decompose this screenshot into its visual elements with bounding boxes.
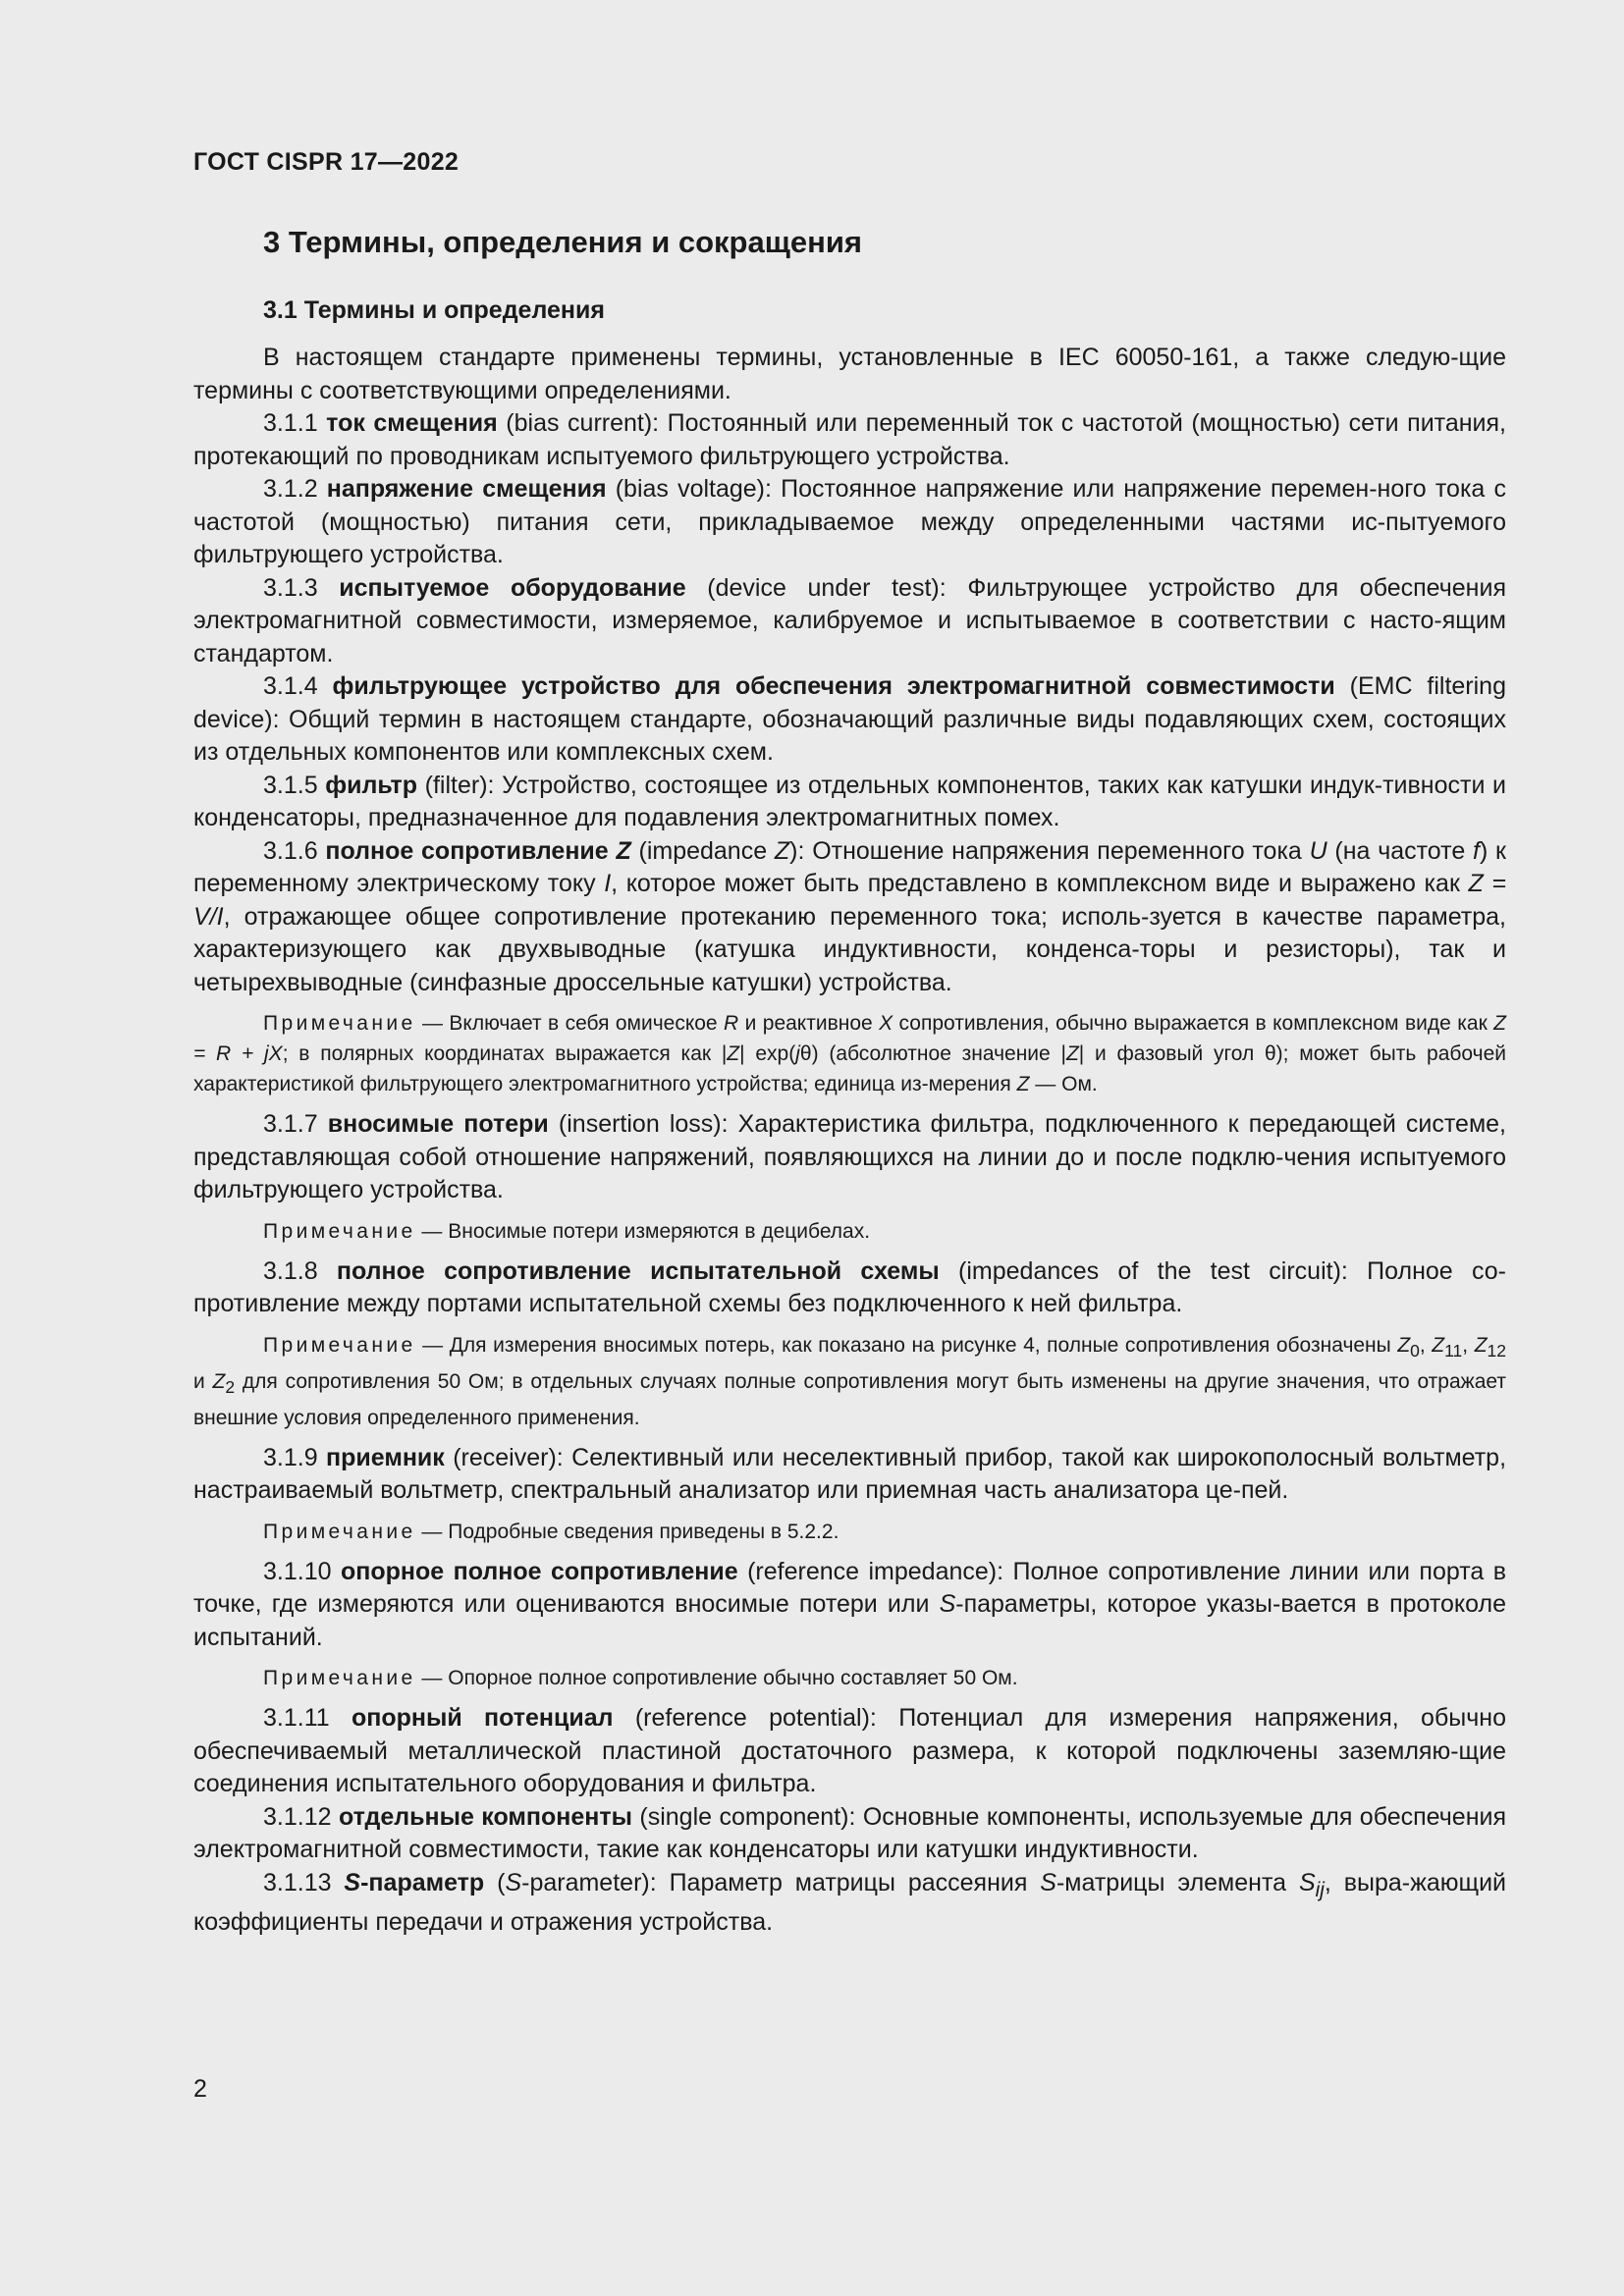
note-text: — Вносимые потери измеряются в децибелах. <box>415 1219 871 1243</box>
note-text: ; в полярных координатах выражается как | <box>282 1042 728 1065</box>
note-3-1-10 <box>193 1663 1506 1693</box>
term-definition: , выра-жающий коэффициенты передачи и отражения устройства. <box>193 1868 1506 1937</box>
symbol-u: U <box>1309 836 1327 865</box>
formula: Z = R + jX <box>193 1012 1506 1065</box>
subsection-title: 3.1 Термины и определения <box>263 296 605 324</box>
term-symbol: S <box>344 1868 361 1896</box>
term-definition: Фильтрующее устройство для обеспечения электромагнитной совместимости, измеряемое, калибруемое и испытываемое в соответствии с насто-ящим стандартом. <box>193 573 1506 667</box>
term-name: вносимые потери <box>327 1110 549 1138</box>
term-name <box>344 1869 484 1896</box>
term-english: (reference impedance): <box>737 1557 1013 1585</box>
note-text: — Ом. <box>1029 1073 1098 1095</box>
symbol-i: I <box>604 870 612 897</box>
term-3-1-6 <box>193 835 1506 1000</box>
intro-paragraph: В настоящем стандарте применены термины, установленные в IEC 60050-161, а также следую-щие термины с соответствующими определениями. <box>193 344 1506 404</box>
note-label: Примечание <box>263 1333 416 1357</box>
term-number: 3.1.8 <box>263 1256 337 1285</box>
term-3-1-1 <box>193 407 1506 473</box>
term-number: 3.1.10 <box>263 1557 341 1585</box>
term-number: 3.1.11 <box>263 1704 352 1733</box>
term-english-end: -parameter): <box>521 1868 670 1896</box>
symbol-f: f <box>1472 836 1480 865</box>
term-number: 3.1.1 <box>263 409 327 437</box>
symbol-s: S <box>1298 1868 1316 1896</box>
term-english: (bias current): <box>497 409 668 437</box>
note-label: Примечание <box>263 1520 416 1543</box>
term-3-1-2 <box>193 473 1506 572</box>
term-english: (insertion loss): <box>548 1110 738 1138</box>
term-name: опорное полное сопротивление <box>340 1557 738 1585</box>
term-number: 3.1.13 <box>263 1868 345 1896</box>
note-label: Примечание <box>263 1667 416 1690</box>
note-3-1-8 <box>193 1330 1506 1433</box>
term-name: испытуемое оборудование <box>339 573 686 602</box>
symbol-s: S <box>939 1590 956 1619</box>
term-english: (receiver): <box>444 1443 572 1471</box>
term-3-1-7 <box>193 1108 1506 1207</box>
term-definition: Постоянное напряжение или напряжение перемен-ного тока с частотой (мощностью) питания сети, прикладываемое между определенными частями ис-пытуемого фильтрующего устройства. <box>193 475 1506 568</box>
note-text: для сопротивления 50 Ом; в отдельных случаях полные сопротивления могут быть изменены на другие значения, что отражает внешние условия определенного применения. <box>193 1369 1506 1429</box>
term-3-1-12 <box>193 1801 1506 1867</box>
subscript: 11 <box>1444 1340 1463 1361</box>
note-3-1-6 <box>193 1008 1506 1099</box>
term-definition: Общий термин в настоящем стандарте, обозначающий различные виды подавляющих схем, состоящих из отдельных компонентов или комплексных схем. <box>193 705 1506 766</box>
term-name-text: полное сопротивление <box>325 836 617 865</box>
symbol-j: j <box>795 1042 800 1065</box>
symbol-z: Z <box>1432 1333 1445 1357</box>
term-name: ток смещения <box>326 409 498 437</box>
section-title: 3 Термины, определения и сокращения <box>263 225 862 259</box>
separator: , <box>1419 1333 1433 1357</box>
symbol-z: Z <box>1397 1333 1411 1357</box>
term-english-symbol: S <box>505 1868 522 1896</box>
symbol-s: S <box>1040 1868 1056 1896</box>
term-english-symbol: Z <box>774 836 790 865</box>
body-text <box>193 342 1506 1940</box>
term-definition: , которое может быть представлено в комплексном виде и выражено как <box>611 870 1469 897</box>
note-3-1-9 <box>193 1517 1506 1547</box>
note-label: Примечание <box>263 1219 416 1243</box>
term-number: 3.1.9 <box>263 1443 327 1471</box>
term-number: 3.1.6 <box>263 836 326 865</box>
symbol-z: Z <box>1016 1073 1030 1095</box>
term-definition: -матрицы элемента <box>1056 1868 1299 1896</box>
term-name <box>325 837 630 865</box>
term-definition: Параметр матрицы рассеяния <box>669 1868 1041 1896</box>
term-english: ( <box>484 1868 506 1896</box>
symbol-r: R <box>724 1012 739 1035</box>
symbol-z: Z <box>727 1042 740 1065</box>
term-3-1-11 <box>193 1702 1506 1801</box>
note-text: — Подробные сведения приведены в 5.2.2. <box>415 1520 839 1543</box>
term-3-1-8 <box>193 1255 1506 1321</box>
term-number: 3.1.7 <box>263 1110 328 1138</box>
term-english: (impedance <box>630 836 775 865</box>
note-text: θ) (абсолютное значение | <box>799 1042 1066 1065</box>
term-3-1-4 <box>193 670 1506 770</box>
term-definition: Основные компоненты, используемые для обеспечения электромагнитной совместимости, такие как конденсаторы или катушки индуктивности. <box>193 1802 1506 1864</box>
page-number: 2 <box>193 2075 207 2103</box>
term-name: полное сопротивление испытательной схемы <box>336 1256 940 1285</box>
term-name: приемник <box>326 1443 445 1471</box>
symbol-z: Z <box>212 1369 226 1393</box>
term-3-1-9 <box>193 1442 1506 1508</box>
term-3-1-13 <box>193 1867 1506 1940</box>
term-name: опорный потенциал <box>351 1704 614 1733</box>
term-definition: Селективный или неселективный прибор, такой как широкополосный вольтметр, настраиваемый вольтметр, спектральный анализатор или приемная часть анализатора це-пей. <box>193 1443 1507 1505</box>
note-text: и реактивное <box>738 1012 880 1035</box>
separator: , <box>1462 1333 1475 1357</box>
term-english: (impedances of the test circuit): <box>939 1256 1368 1285</box>
term-number: 3.1.4 <box>263 672 333 700</box>
symbol-x: X <box>879 1012 893 1035</box>
formula: Z = V/I <box>193 870 1506 931</box>
term-3-1-3 <box>193 572 1506 671</box>
term-name: фильтр <box>325 771 418 799</box>
term-3-1-5 <box>193 770 1506 835</box>
term-english: (filter): <box>417 771 503 799</box>
term-english: (reference potential): <box>613 1704 899 1733</box>
term-english: (EMC filtering device): <box>193 672 1506 733</box>
note-label: Примечание <box>263 1012 416 1035</box>
term-english: (device under test): <box>685 573 968 602</box>
term-definition: , отражающее общее сопротивление протеканию переменного тока; исполь-зуется в качестве параметра, характеризующего как двухвыводные (катушка индуктивности, конденса-торы и резисторы), так и четырехвыводные (синфазные дроссельные катушки) устройства. <box>193 902 1506 996</box>
term-definition: (на частоте <box>1326 836 1473 865</box>
note-text: | и фазовый угол θ); может быть рабочей характеристикой фильтрующего электромагнитного устройства; единица из-мерения <box>193 1042 1506 1095</box>
term-number: 3.1.12 <box>263 1802 339 1831</box>
document-header: ГОСТ CISPR 17—2022 <box>193 148 460 176</box>
subscript: 12 <box>1487 1340 1506 1361</box>
note-text: | exp( <box>739 1042 796 1065</box>
term-definition: Потенциал для измерения напряжения, обычно обеспечиваемый металлической пластиной достаточного размера, к которой подключены заземляю-щие соединения испытательного оборудования и фильтра. <box>193 1704 1506 1798</box>
symbol-z: Z <box>1474 1333 1488 1357</box>
term-english-end: ): <box>789 836 813 865</box>
note-text: — Опорное полное сопротивление обычно составляет 50 Ом. <box>415 1667 1018 1690</box>
subscript: ij <box>1315 1878 1325 1901</box>
note-text: — Включает в себя омическое <box>415 1012 725 1035</box>
term-definition: Устройство, состоящее из отдельных компонентов, таких как катушки индук-тивности и конденсаторы, предназначенное для подавления электромагнитных помех. <box>193 771 1506 831</box>
symbol-z: Z <box>1065 1042 1079 1065</box>
term-name: отдельные компоненты <box>338 1802 632 1831</box>
subscript: 0 <box>1410 1340 1420 1361</box>
term-definition: ) к переменному электрическому току <box>193 836 1506 897</box>
subscript: 2 <box>225 1376 236 1397</box>
term-definition: Отношение напряжения переменного тока <box>812 836 1310 865</box>
term-3-1-10 <box>193 1556 1506 1655</box>
term-name-text: -параметр <box>360 1868 485 1896</box>
term-name: напряжение смещения <box>326 475 607 503</box>
term-definition: Полное со-противление между портами испытательной схемы без подключенного к ней фильтра. <box>193 1256 1506 1317</box>
term-number: 3.1.5 <box>263 771 326 799</box>
note-text: — Для измерения вносимых потерь, как показано на рисунке 4, полные сопротивления обозначены <box>415 1333 1398 1357</box>
term-definition: Полное сопротивление линии или порта в точке, где измеряются или оцениваются вносимые потери или <box>193 1557 1507 1619</box>
term-symbol: Z <box>616 836 631 865</box>
term-number: 3.1.3 <box>263 573 340 602</box>
note-3-1-7 <box>193 1216 1506 1247</box>
term-name: фильтрующее устройство для обеспечения электромагнитной совместимости <box>332 672 1335 700</box>
term-definition: -параметры, которое указы-вается в протоколе испытаний. <box>193 1590 1506 1651</box>
separator: и <box>193 1369 213 1393</box>
term-english: (single component): <box>631 1802 863 1831</box>
term-english: (bias voltage): <box>606 475 782 503</box>
term-definition: Характеристика фильтра, подключенного к передающей системе, представляющая собой отношение напряжений, появляющихся на линии до и после подклю-чения испытуемого фильтрующего устройства. <box>193 1110 1506 1203</box>
term-definition: Постоянный или переменный ток с частотой (мощностью) сети питания, протекающий по проводникам испытуемого фильтрующего устройства. <box>193 409 1507 470</box>
note-text: сопротивления, обычно выражается в комплексном виде как <box>893 1012 1494 1035</box>
term-number: 3.1.2 <box>263 475 327 503</box>
